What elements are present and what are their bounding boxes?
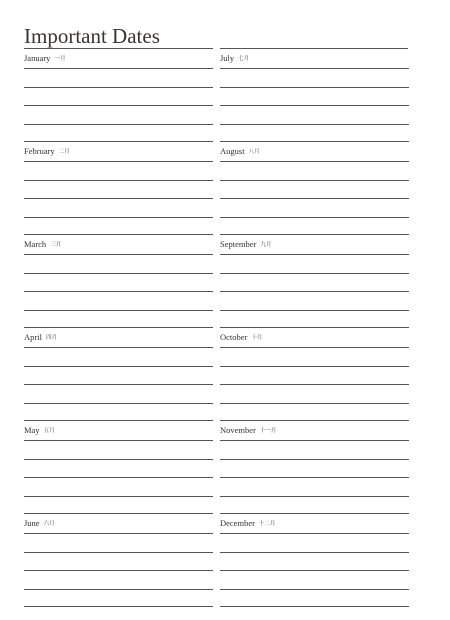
writing-line (24, 459, 213, 460)
month-label: July (220, 53, 235, 63)
month-kanji: 一月 (54, 56, 66, 62)
month-kanji: 八月 (248, 149, 260, 155)
writing-line (24, 105, 213, 106)
writing-line (220, 440, 409, 441)
writing-line (24, 198, 213, 199)
writing-line (220, 198, 409, 199)
writing-line (24, 496, 213, 497)
month-label: August (220, 146, 245, 156)
month-kanji: 四月 (45, 335, 57, 341)
month-kanji: 十月 (251, 335, 263, 341)
month-kanji: 五月 (43, 428, 55, 434)
writing-line (24, 124, 213, 125)
writing-line (220, 606, 409, 607)
writing-line (220, 384, 409, 385)
writing-line (24, 366, 213, 367)
writing-line (24, 552, 213, 553)
writing-line (24, 87, 213, 88)
writing-line (220, 124, 409, 125)
writing-line (220, 459, 409, 460)
months-column-left (24, 48, 213, 606)
month-label: September (220, 239, 257, 249)
month-kanji: 二月 (58, 149, 70, 155)
writing-line (220, 254, 409, 255)
month-label: March (24, 239, 47, 249)
month-block-october (220, 327, 409, 420)
writing-line (24, 606, 213, 607)
month-kanji: 三月 (50, 242, 62, 248)
month-label: June (24, 518, 40, 528)
month-block-july (220, 48, 409, 141)
writing-line (24, 477, 213, 478)
month-kanji: 十一月 (259, 428, 277, 434)
month-label: December (220, 518, 255, 528)
writing-line (220, 570, 409, 571)
writing-line (220, 180, 409, 181)
writing-line (24, 161, 213, 162)
writing-line (24, 440, 213, 441)
writing-line (220, 273, 409, 274)
writing-line (220, 291, 409, 292)
writing-line (24, 254, 213, 255)
writing-line (24, 180, 213, 181)
month-label: February (24, 146, 55, 156)
writing-line (24, 403, 213, 404)
writing-line (24, 533, 213, 534)
writing-line (220, 68, 409, 69)
writing-line (220, 105, 409, 106)
month-block-november (220, 420, 409, 513)
writing-line (220, 87, 409, 88)
month-kanji: 十二月 (258, 521, 276, 527)
writing-line (24, 273, 213, 274)
writing-line (24, 570, 213, 571)
writing-line (24, 310, 213, 311)
month-block-march (24, 234, 213, 327)
month-block-may (24, 420, 213, 513)
writing-line (220, 161, 409, 162)
month-kanji: 七月 (238, 56, 250, 62)
writing-line (220, 589, 409, 590)
month-label: October (220, 332, 248, 342)
writing-line (220, 347, 409, 348)
month-label: November (220, 425, 256, 435)
page-title: Important Dates (24, 24, 160, 48)
writing-line (220, 496, 409, 497)
month-block-august (220, 141, 409, 234)
month-block-january (24, 48, 213, 141)
writing-line (220, 366, 409, 367)
month-block-december (220, 513, 409, 606)
month-block-september (220, 234, 409, 327)
writing-line (220, 552, 409, 553)
writing-line (24, 347, 213, 348)
writing-line (24, 589, 213, 590)
month-label: April (24, 332, 42, 342)
months-column-right (220, 48, 409, 606)
month-block-february (24, 141, 213, 234)
writing-line (24, 68, 213, 69)
writing-line (24, 384, 213, 385)
writing-line (220, 477, 409, 478)
writing-line (220, 217, 409, 218)
writing-line (220, 403, 409, 404)
month-kanji: 九月 (260, 242, 272, 248)
month-label: January (24, 53, 51, 63)
writing-line (220, 533, 409, 534)
month-block-june (24, 513, 213, 606)
writing-line (220, 310, 409, 311)
month-kanji: 六月 (43, 521, 55, 527)
writing-line (24, 291, 213, 292)
month-label: May (24, 425, 40, 435)
month-block-april (24, 327, 213, 420)
writing-line (24, 217, 213, 218)
